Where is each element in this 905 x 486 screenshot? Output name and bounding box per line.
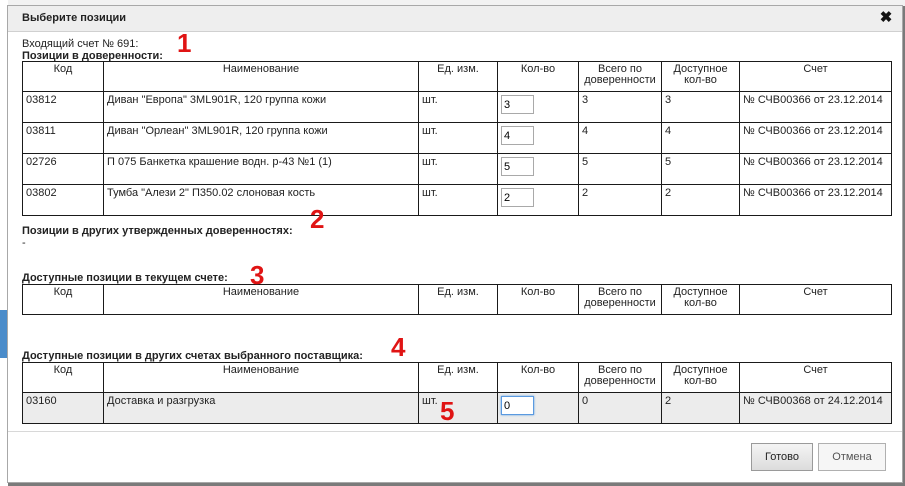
proxy-positions-table xyxy=(22,61,892,216)
cell-unit: шт. xyxy=(419,92,498,123)
section-title-proxy: Позиции в доверенности: xyxy=(22,50,163,62)
cell-invoice: № СЧВ00366 от 23.12.2014 xyxy=(740,92,892,123)
cell-total: 5 xyxy=(579,154,662,185)
cell-name: Диван "Орлеан" 3ML901R, 120 группа кожи xyxy=(104,123,419,154)
cell-invoice: № СЧВ00366 от 23.12.2014 xyxy=(740,154,892,185)
cell-total: 3 xyxy=(579,92,662,123)
col-header-unit: Ед. изм. xyxy=(419,363,498,393)
col-header-invoice: Счет xyxy=(740,62,892,92)
table-row xyxy=(23,123,892,154)
cancel-button[interactable]: Отмена xyxy=(818,443,886,471)
table-header-row xyxy=(23,62,892,92)
cell-available: 3 xyxy=(662,92,740,123)
cell-invoice: № СЧВ00368 от 24.12.2014 xyxy=(740,393,892,424)
table-row xyxy=(23,185,892,216)
col-header-invoice: Счет xyxy=(740,285,892,315)
close-icon[interactable]: ✖ xyxy=(879,9,893,26)
cell-code: 03160 xyxy=(23,393,104,424)
cell-invoice: № СЧВ00366 от 23.12.2014 xyxy=(740,123,892,154)
col-header-total: Всего по доверенности xyxy=(579,285,662,315)
done-button[interactable]: Готово xyxy=(751,443,813,471)
quantity-input[interactable] xyxy=(501,188,534,207)
quantity-input[interactable] xyxy=(501,157,534,176)
other-invoices-table xyxy=(22,362,892,424)
cell-total: 2 xyxy=(579,185,662,216)
annotation-marker-2: 2 xyxy=(310,204,325,234)
cell-code: 03812 xyxy=(23,92,104,123)
cell-available: 4 xyxy=(662,123,740,154)
col-header-name: Наименование xyxy=(104,62,419,92)
current-invoice-table xyxy=(22,284,892,315)
annotation-marker-5: 5 xyxy=(440,396,455,426)
cell-qty xyxy=(498,393,579,424)
cell-qty xyxy=(498,154,579,185)
annotation-marker-3: 3 xyxy=(250,260,265,290)
col-header-total: Всего по доверенности xyxy=(579,62,662,92)
cell-qty xyxy=(498,185,579,216)
cell-name: Тумба "Алези 2" П350.02 слоновая кость xyxy=(104,185,419,216)
cell-code: 03802 xyxy=(23,185,104,216)
cell-total: 0 xyxy=(579,393,662,424)
annotation-marker-4: 4 xyxy=(391,332,406,362)
select-positions-dialog xyxy=(7,5,903,483)
col-header-unit: Ед. изм. xyxy=(419,285,498,315)
cell-unit: шт. xyxy=(419,123,498,154)
col-header-code: Код xyxy=(23,363,104,393)
quantity-input[interactable] xyxy=(501,396,534,415)
cell-code: 03811 xyxy=(23,123,104,154)
table-header-row xyxy=(23,285,892,315)
cell-available: 5 xyxy=(662,154,740,185)
col-header-name: Наименование xyxy=(104,285,419,315)
cell-qty xyxy=(498,123,579,154)
dialog-title: Выберите позиции xyxy=(22,12,127,24)
col-header-qty: Кол-во xyxy=(498,363,579,393)
col-header-invoice: Счет xyxy=(740,363,892,393)
col-header-available: Доступное кол-во xyxy=(662,62,740,92)
cell-name: Диван "Европа" 3ML901R, 120 группа кожи xyxy=(104,92,419,123)
table-row xyxy=(23,92,892,123)
empty-placeholder: - xyxy=(22,237,26,249)
footer-divider xyxy=(8,431,902,432)
col-header-qty: Кол-во xyxy=(498,62,579,92)
section-title-current-invoice: Доступные позиции в текущем счете: xyxy=(22,272,228,284)
col-header-available: Доступное кол-во xyxy=(662,363,740,393)
table-row xyxy=(23,154,892,185)
cell-available: 2 xyxy=(662,185,740,216)
cell-unit: шт. xyxy=(419,154,498,185)
cell-name: П 075 Банкетка крашение водн. р-43 №1 (1) xyxy=(104,154,419,185)
cell-available: 2 xyxy=(662,393,740,424)
section-title-other-proxies: Позиции в других утвержденных доверенностях: xyxy=(22,225,293,237)
cell-code: 02726 xyxy=(23,154,104,185)
cell-unit: шт. xyxy=(419,393,498,424)
col-header-code: Код xyxy=(23,285,104,315)
col-header-qty: Кол-во xyxy=(498,285,579,315)
col-header-unit: Ед. изм. xyxy=(419,62,498,92)
col-header-name: Наименование xyxy=(104,363,419,393)
table-row xyxy=(23,393,892,424)
cell-invoice: № СЧВ00366 от 23.12.2014 xyxy=(740,185,892,216)
cell-total: 4 xyxy=(579,123,662,154)
invoice-number: Входящий счет № 691: xyxy=(22,38,139,50)
col-header-code: Код xyxy=(23,62,104,92)
dialog-titlebar xyxy=(8,6,902,32)
quantity-input[interactable] xyxy=(501,126,534,145)
quantity-input[interactable] xyxy=(501,95,534,114)
table-header-row xyxy=(23,363,892,393)
col-header-total: Всего по доверенности xyxy=(579,363,662,393)
cell-name: Доставка и разгрузка xyxy=(104,393,419,424)
cell-qty xyxy=(498,92,579,123)
annotation-marker-1: 1 xyxy=(177,28,192,58)
col-header-available: Доступное кол-во xyxy=(662,285,740,315)
cell-unit: шт. xyxy=(419,185,498,216)
section-title-other-invoices: Доступные позиции в других счетах выбранного поставщика: xyxy=(22,350,363,362)
